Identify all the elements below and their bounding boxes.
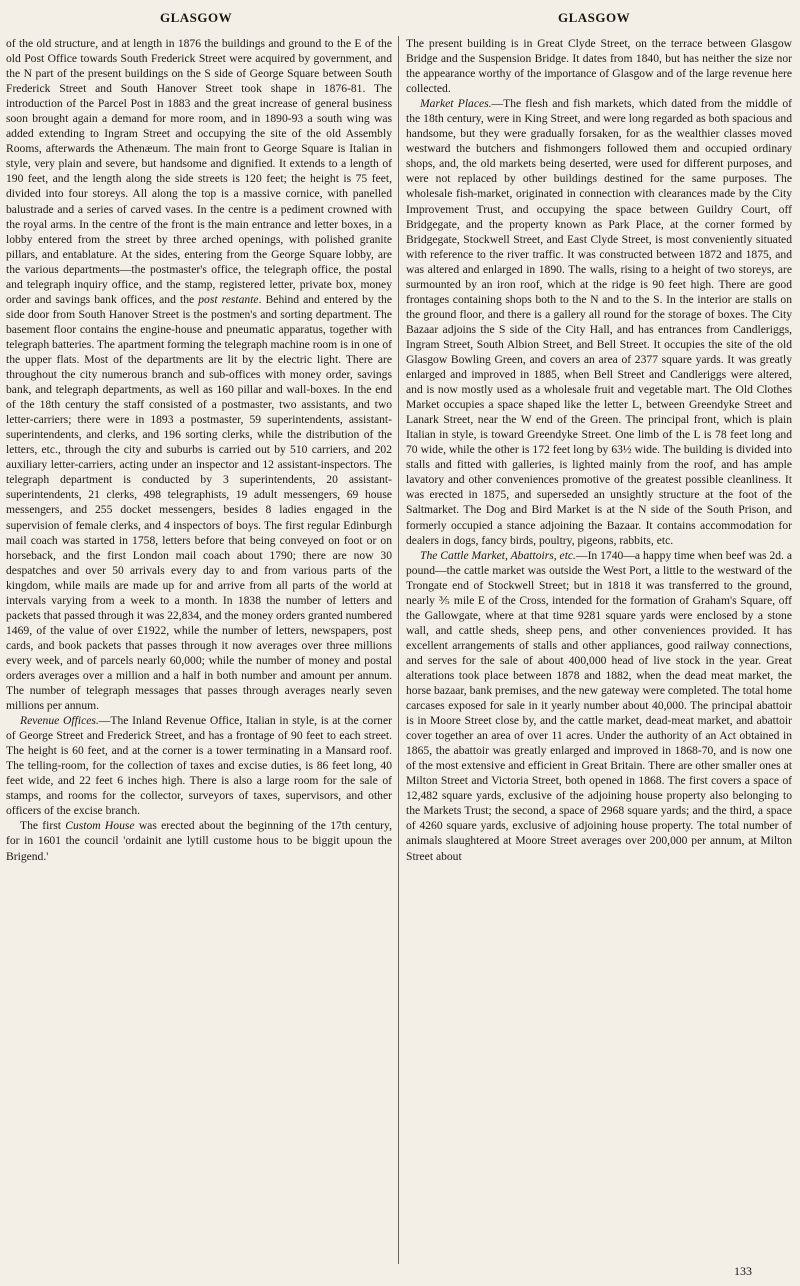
custom-house-pre: The first bbox=[20, 819, 61, 833]
paragraph-custom-house-cont bbox=[406, 36, 792, 96]
cattle-market-heading: The Cattle Market, Abattoirs, etc. bbox=[420, 548, 576, 562]
paragraph-post-office bbox=[6, 36, 392, 713]
post-restante-term: post restante bbox=[198, 292, 259, 306]
running-header bbox=[0, 10, 800, 30]
custom-house-cont-text: The present building is in Great Clyde Street, on the terrace between Glasgow Bridge and the Suspension Bridge. It dates from 1840, but has neither the size nor the appearance worthy of the importance of Glasgow and of the large revenue here collected. bbox=[406, 37, 792, 96]
paragraph-custom-house bbox=[6, 818, 392, 863]
header-right-title: GLASGOW bbox=[558, 10, 631, 25]
column-divider bbox=[398, 36, 399, 1264]
paragraph-revenue-offices bbox=[6, 713, 392, 818]
header-left-title: GLASGOW bbox=[160, 10, 233, 25]
page-number: 133 bbox=[734, 1264, 752, 1278]
custom-house-term: Custom House bbox=[65, 819, 135, 833]
revenue-offices-text: —The Inland Revenue Office, Italian in style, is at the corner of George Street and Frederick Street, and has a frontage of 90 feet to each street. The height is 60 feet, and at the corner is a tower terminating in a Mansard roof. The telling-room, for the collection of taxes and excise duties, is 86 feet long, 40 feet wide, and 22 feet 6 inches high. There is also a large room for the sale of stamps, and rooms for the collector, surveyors of taxes, supervisors, and other officers of the excise branch. bbox=[6, 714, 392, 818]
right-column bbox=[406, 36, 792, 1262]
custom-house-text: was erected about the beginning of the 17th century, for in 1601 the council 'ordainit ane lytill custome hous to be biggit upoun the Brigend.' bbox=[6, 819, 392, 863]
paragraph-market-places bbox=[406, 96, 792, 547]
cattle-market-text: —In 1740—a happy time when beef was 2d. a pound—the cattle market was outside the West Port, a little to the westward of the Trongate end of Stockwell Street; but in 1818 it was transferred to the ground, nearly ⅗ mile E of the Cross, intended for the formation of Graham's Square, off the Gallowgate, where at that time 9281 square yards were enclosed by a stone wall, and cattle sheds, sheep pens, and other conveniences provided. It has excellent arrangements of stalls and other appliances, good railway connections, and serves for the sale of about 400,000 head of live stock in the year. Great alterations took place between 1878 and 1882, when the dead meat market, the horse bazaar, bank premises, and the new gateway were completed. The total home carcases exposed for sale in it yearly number about 40,000. The principal abattoir is in Moore Street close by, and the cattle market, dead-meat market, and abattoir cover together an area of over 11 acres. Under the authority of an Act obtained in 1865, the abattoir was greatly enlarged and improved in 1868-70, and is now one of the most extensive and efficient in Great Britain. There are other smaller ones at Milton Street and Victoria Street, both opened in 1868. The first covers a space of 12,482 square yards, exclusive of the adjoining house property also belonging to the Markets Trust; the second, a space of 2968 square yards; and the third, a space of 4260 square yards, exclusive of adjoining house property. The total number of animals slaughtered at Moore Street averages over 200,000 per annum, at Milton Street about bbox=[406, 548, 792, 863]
paragraph-cattle-market bbox=[406, 548, 792, 864]
market-places-heading: Market Places. bbox=[420, 97, 492, 111]
revenue-offices-heading: Revenue Offices. bbox=[20, 714, 99, 728]
market-places-text: —The flesh and fish markets, which dated from the middle of the 18th century, were in King Street, and were long regarded as both spacious and handsome, but they were gradually forsaken, for as the wealthier classes moved westward the butchers and fishmongers followed them and occupied ordinary shops, and, the old markets being deserted, were used for different purposes, and were not replaced by other buildings destined for the same purposes. The wholesale fish-market, originated in connection with clearances made by the City Improvement Trust, and occupying the space between Guildry Court, off Bridgegate, and the property known as Park Place, at the corner formed by Bridgegate, Stockwell Street, and East Clyde Street, is most conveniently situated with reference to the river traffic. It was constructed between 1872 and 1875, and was altered and enlarged in 1890. The walls, rising to a height of two storeys, are surmounted by an iron roof, which at the ridge is 90 feet high. There are good frontages containing shops both to the N and to the S. In the interior are stalls on the ground floor, and there is a gallery all round for the storage of boxes. The City Bazaar adjoins the S side of the City Hall, and has entrances from Candleriggs, Ingram Street, South Albion Street, and Bell Street. It occupies the site of the old Glasgow Bowling Green, and covers an area of 2377 square yards. It was greatly enlarged and improved in 1885, when Bell Street and Candleriggs were altered, and is now mostly used as a wholesale fruit and vegetable mart. The Old Clothes Market occupies a space shaped like the letter L, between Greendyke Street and Lanark Street, near the W end of the Green. The principal front, which is plain Italian in style, is toward Greendyke Street. One limb of the L is 78 feet long and 70 wide, while the other is 172 feet long by 63½ wide. The building is divided into stalls and fitted with galleries, is lighted mainly from the roof, and has ample lavatory and other conveniences promotive of the greatest possible cleanliness. It was erected in 1875, and superseded an unsightly structure at the foot of the Saltmarket. The Dog and Bird Market is at the N side of the South Prison, and formerly occupied a stance adjoining the Bazaar. It contains accommodation for dealers in dogs, fancy birds, poultry, pigeons, rabbits, etc. bbox=[406, 97, 792, 547]
left-column bbox=[6, 36, 392, 1262]
post-office-text: of the old structure, and at length in 1876 the buildings and ground to the E of the old Post Office towards South Frederick Street were acquired by government, and the N part of the present buildings on the S side of George Square between South Frederick Street and South Hanover Street took shape in 1876-81. The introduction of the Parcel Post in 1883 and the great increase of general business soon brought again a demand for more room, and in 1890-93 a south wing was added extending to Ingram Street and occupying the site of the old Assembly Rooms, afterwards the Athenæum. The main front to George Square is Italian in style, very plain and severe, but handsome and dignified. It extends to a length of 190 feet, and the length along the side streets is 120 feet; the height is 75 feet, divided into four storeys. All along the top is a massive cornice, with panelled balustrade and a series of carved vases. In the centre is a pediment crowned with the royal arms. In the centre of the front is the main entrance and letter boxes, in a lobby entered from the street by three arched openings, with polished granite pillars, and entablature. At the sides, entering from the George Square lobby, are the various departments—the postmaster's office, the telegraph office, the postal and telegraph inquiry office, and the stamp, registered letter, private box, money order and savings bank offices, and the bbox=[6, 37, 392, 306]
post-office-text-cont: . Behind and entered by the side door from South Hanover Street is the postmen's and sorting department. The basement floor contains the engine-house and pneumatic apparatus, together with telegraph batteries. The apartment forming the telegraph machine room is in one of the upper flats. Most of the departments are lit by the electric light. There are throughout the city numerous branch and sub-offices with money order, savings bank, and telegraph departments, as well as 160 pillar and wall-boxes. In the end of the 18th century the staff consisted of a postmaster, two assistants, and two letter-carriers; there were in 1893 a postmaster, 59 superintendents, assistant-superintendents, and clerks, and 196 sorting clerks, while the distribution of the letters, etc., through the city and suburbs is carried out by 510 carriers, and 202 auxiliary letter-carriers, acting under an inspector and 12 assistant-inspectors. The telegraph department is conducted by 3 superintendents, 20 assistant-superintendents, 21 clerks, 498 telegraphists, 19 adult messengers, 69 house messengers, and 255 docket messengers, besides 8 ladies engaged in the supervision of female clerks, and 4 inspectors of boys. The first regular Edinburgh mail coach was started in 1758, letters before that being conveyed on foot or on horseback, and the first London mail coach about 1790; there are now 30 despatches and over 50 arrivals every day to and from various parts of the kingdom, while mails are made up for and arrive from all parts of the world at intervals varying from a week to a month. In 1838 the number of letters and packets that passed through it was 22,834, and the money orders granted numbered 1469, of the value of over £1922, while the number of letters, newspapers, post cards, and book packets that passes through it now averages over three millions every week, and of parcels nearly 60,000; while the number of money and postal orders averages over a million and a half in both number and amount per annum. The number of telegraph messages that passes through averages nearly seven millions per annum. bbox=[6, 292, 392, 713]
